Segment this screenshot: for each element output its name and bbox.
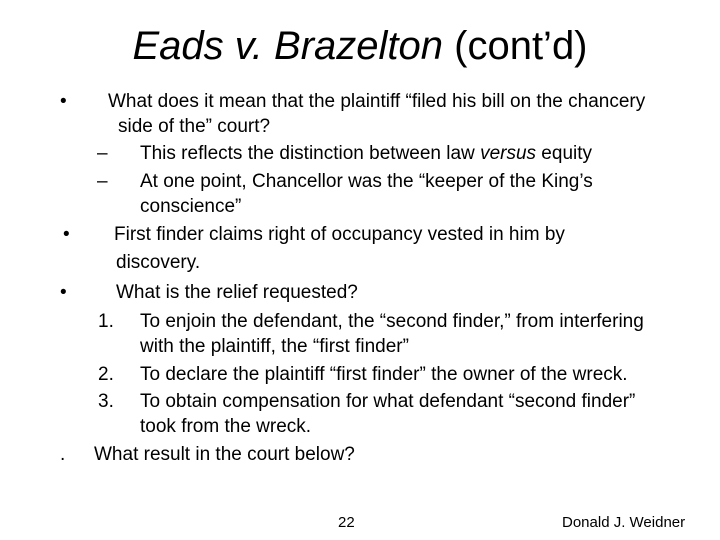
bullet-marker: . xyxy=(60,444,66,465)
numbered-item-text: took from the wreck. xyxy=(140,416,312,437)
bullet-marker: • xyxy=(60,91,67,112)
sub-text-italic: versus xyxy=(480,143,537,164)
slide-title xyxy=(0,22,720,70)
number-marker: 2. xyxy=(98,364,114,385)
sub-text-after: equity xyxy=(536,143,593,164)
number-marker: 3. xyxy=(98,391,114,412)
footer-author: Donald J. Weidner xyxy=(562,514,686,531)
case-name: Eads v. Brazelton xyxy=(132,24,443,68)
bullet-text: What is the relief requested? xyxy=(116,282,358,303)
number-marker: 1. xyxy=(98,311,114,332)
numbered-item-text: To obtain compensation for what defendant “second finder” xyxy=(140,391,636,412)
bullet-text: discovery. xyxy=(116,252,201,273)
bullet-text: What result in the court below? xyxy=(94,444,355,465)
dash-marker: – xyxy=(97,143,108,164)
numbered-item-text: To declare the plaintiff “first finder” the owner of the wreck. xyxy=(140,364,628,385)
numbered-item-text: with the plaintiff, the “first finder” xyxy=(140,336,409,357)
title-suffix: (cont’d) xyxy=(454,24,588,68)
bullet-text: side of the” court? xyxy=(118,116,271,137)
sub-bullet-text: At one point, Chancellor was the “keeper of the King’s xyxy=(140,171,593,192)
bullet-marker: • xyxy=(60,282,67,303)
bullet-marker: • xyxy=(63,224,70,245)
sub-bullet-text: conscience” xyxy=(140,196,242,217)
dash-marker: – xyxy=(97,171,108,192)
sub-bullet-text xyxy=(140,141,592,167)
page-number: 22 xyxy=(338,514,355,531)
numbered-item-text: To enjoin the defendant, the “second finder,” from interfering xyxy=(140,311,644,332)
bullet-text: First finder claims right of occupancy vested in him by xyxy=(114,224,565,245)
bullet-text: What does it mean that the plaintiff “filed his bill on the chancery xyxy=(108,91,646,112)
sub-text-before: This reflects the distinction between law xyxy=(140,143,481,164)
